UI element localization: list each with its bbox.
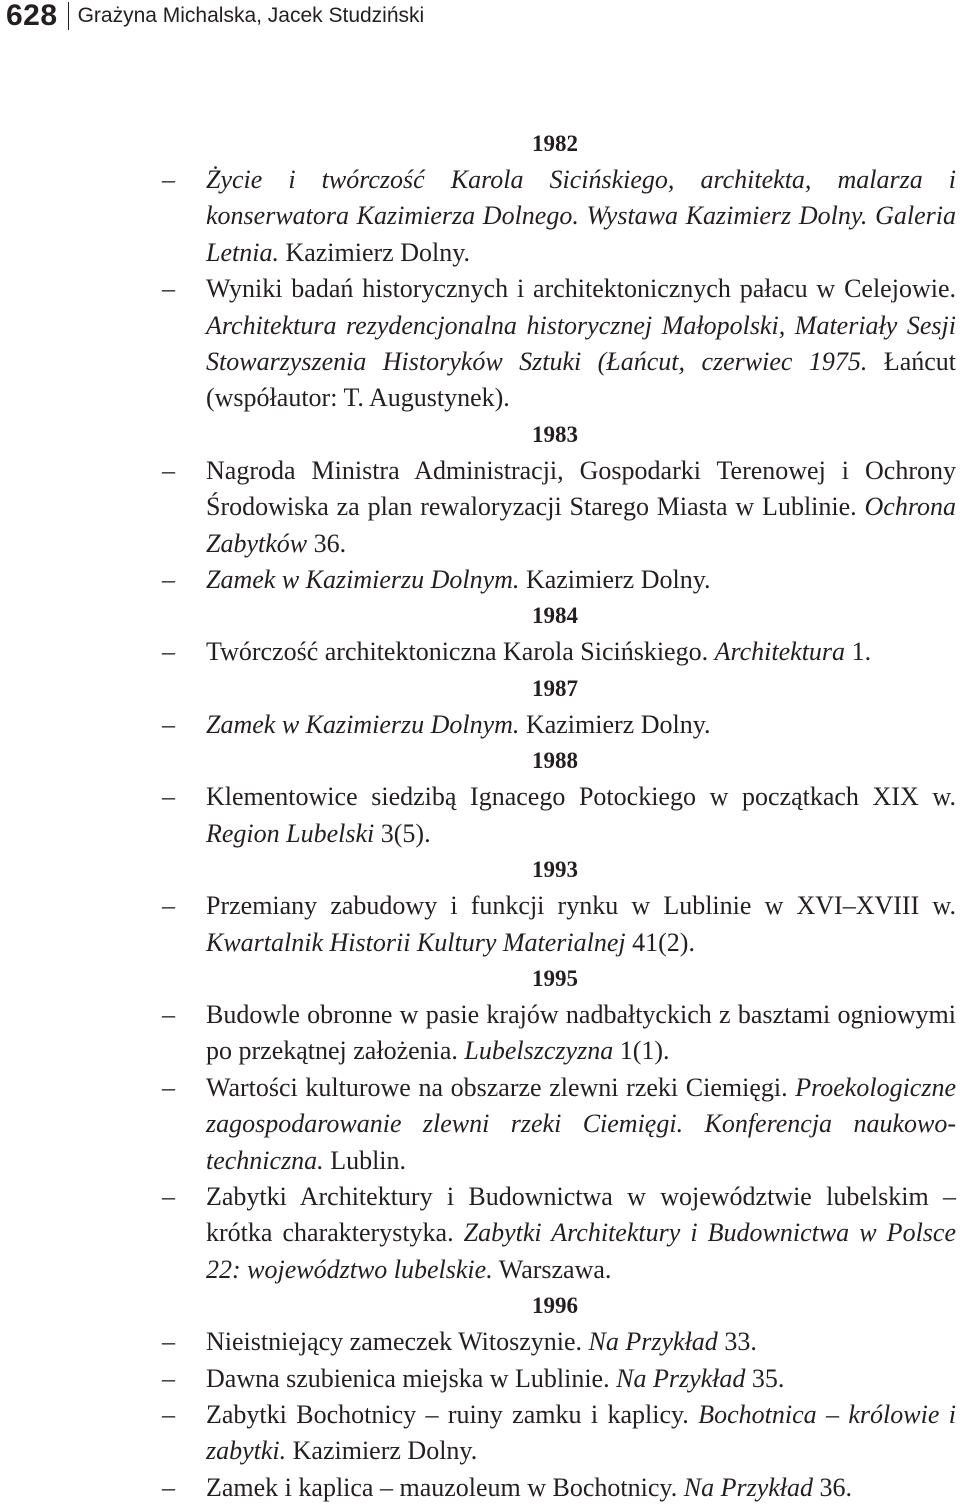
entry-dash: – bbox=[162, 565, 175, 595]
entry-text: Kazimierz Dolny. bbox=[286, 1436, 478, 1466]
entry-text: Kazimierz Dolny. bbox=[519, 565, 711, 595]
bibliography-entry bbox=[0, 1179, 960, 1288]
entry-dash: – bbox=[162, 1181, 175, 1211]
bibliography-entry bbox=[0, 271, 960, 417]
entry-dash: – bbox=[162, 1399, 175, 1429]
entry-title-italic: Ochrona Zabytków bbox=[206, 492, 956, 558]
entry-text: Zabytki Bochotnicy – ruiny zamku i kaplicy. bbox=[206, 1399, 699, 1429]
year-heading: 1993 bbox=[532, 857, 578, 883]
entry-text: 1(1). bbox=[613, 1036, 670, 1066]
year-heading: 1995 bbox=[532, 965, 578, 991]
entry-text: Kazimierz Dolny. bbox=[519, 709, 711, 739]
entry-text: Przemiany zabudowy i funkcji rynku w Lublinie w XVI–XVIII w. bbox=[206, 891, 956, 921]
bibliography-entry bbox=[0, 1361, 960, 1397]
entry-dash: – bbox=[162, 1072, 175, 1102]
entry-title-italic: Kwartalnik Historii Kultury Materialnej bbox=[206, 927, 626, 957]
entry-text: Wartości kulturowe na obszarze zlewni rzeki Ciemięgi. bbox=[206, 1072, 796, 1102]
bibliography-entry bbox=[0, 453, 960, 562]
header-authors: Grażyna Michalska, Jacek Studziński bbox=[77, 4, 425, 27]
entry-dash: – bbox=[162, 274, 175, 304]
entry-text: 36. bbox=[307, 528, 347, 558]
bibliography-list bbox=[0, 126, 960, 1506]
entry-text: Nagroda Ministra Administracji, Gospodarki Terenowej i Ochrony Środowiska za plan rewaloryzacji Starego Miasta w Lublinie. bbox=[206, 455, 956, 522]
running-header bbox=[6, 0, 424, 32]
bibliography-entry bbox=[0, 1397, 960, 1470]
bibliography-entry bbox=[0, 1070, 960, 1179]
entry-dash: – bbox=[162, 455, 175, 485]
entry-text: Klementowice siedzibą Ignacego Potockiego w początkach XIX w. bbox=[206, 782, 956, 812]
header-divider bbox=[68, 2, 69, 30]
bibliography-entry bbox=[0, 707, 960, 743]
entry-text: 41(2). bbox=[625, 927, 695, 957]
entry-title-italic: Lubelszczyzna bbox=[464, 1036, 614, 1066]
year-heading: 1987 bbox=[532, 675, 578, 701]
bibliography-entry bbox=[0, 634, 960, 670]
entry-title-italic: Na Przykład bbox=[588, 1327, 718, 1357]
year-heading: 1984 bbox=[532, 603, 578, 629]
entry-dash: – bbox=[162, 709, 175, 739]
bibliography-entry bbox=[0, 1324, 960, 1360]
entry-text: Zamek i kaplica – mauzoleum w Bochotnicy. bbox=[206, 1472, 684, 1502]
bibliography-entry bbox=[0, 997, 960, 1070]
entry-text: Kazimierz Dolny. bbox=[278, 237, 471, 267]
entry-dash: – bbox=[162, 999, 175, 1029]
entry-dash: – bbox=[162, 891, 175, 921]
entry-text: Łańcut (współautor: T. Augustynek). bbox=[206, 347, 956, 413]
entry-text: 35. bbox=[745, 1363, 785, 1393]
bibliography-entry bbox=[0, 779, 960, 852]
entry-dash: – bbox=[162, 165, 175, 194]
entry-dash: – bbox=[162, 1472, 175, 1502]
entry-title-italic: Architektura rezydencjonalna historycznej Małopolski, Materiały Sesji Stowarzyszenia Historyków Sztuki (Łańcut, czerwiec 1975. bbox=[206, 310, 956, 377]
year-heading: 1996 bbox=[532, 1293, 578, 1319]
year-heading: 1983 bbox=[532, 421, 578, 447]
year-heading: 1988 bbox=[532, 748, 578, 774]
entry-title-italic: Bochotnica – królowie i zabytki. bbox=[206, 1399, 956, 1466]
page-number: 628 bbox=[6, 0, 58, 32]
entry-title-italic: Na Przykład bbox=[683, 1472, 813, 1502]
bibliography-entry bbox=[0, 888, 960, 961]
entry-dash: – bbox=[162, 637, 175, 667]
entry-text: Lublin. bbox=[323, 1145, 407, 1175]
entry-title-italic: Proekologiczne zagospodarowanie zlewni rzeki Ciemięgi. Konferencja naukowo-techniczna. bbox=[206, 1072, 956, 1175]
entry-text: 3(5). bbox=[374, 818, 431, 848]
entry-title-italic: Życie i twórczość Karola Sicińskiego, architekta, malarza i konserwatora Kazimierza Dolnego. Wystawa Kazimierz Dolny. Galeria Letnia. bbox=[206, 165, 956, 267]
entry-title-italic: Zamek w Kazimierzu Dolnym. bbox=[206, 565, 520, 595]
entry-text: Nieistniejący zameczek Witoszynie. bbox=[206, 1327, 589, 1357]
entry-text: 33. bbox=[717, 1327, 757, 1357]
entry-text: Zabytki Architektury i Budownictwa w województwie lubelskim – krótka charakterystyka. bbox=[206, 1181, 956, 1248]
entry-text: Budowle obronne w pasie krajów nadbałtyckich z basztami ogniowymi po przekątnej założenia. bbox=[206, 999, 956, 1066]
bibliography-entry bbox=[0, 562, 960, 598]
entry-text: Twórczość architektoniczna Karola Sicińskiego. bbox=[206, 637, 715, 667]
entry-title-italic: Na Przykład bbox=[616, 1363, 746, 1393]
entry-title-italic: Region Lubelski bbox=[206, 818, 375, 848]
entry-title-italic: Zamek w Kazimierzu Dolnym. bbox=[206, 709, 520, 739]
entry-text: Warszawa. bbox=[492, 1254, 612, 1284]
entry-dash: – bbox=[162, 1327, 175, 1357]
year-heading: 1982 bbox=[532, 131, 578, 156]
entry-text: 1. bbox=[845, 637, 872, 667]
entry-text: Wyniki badań historycznych i architektonicznych pałacu w Celejowie. bbox=[206, 274, 956, 304]
entry-dash: – bbox=[162, 1363, 175, 1393]
entry-text: 36. bbox=[813, 1472, 852, 1502]
entry-title-italic: Zabytki Architektury i Budownictwa w Polsce 22: województwo lubelskie. bbox=[206, 1218, 956, 1284]
entry-dash: – bbox=[162, 782, 175, 812]
bibliography-entry bbox=[0, 162, 960, 271]
entry-text: Dawna szubienica miejska w Lublinie. bbox=[206, 1363, 617, 1393]
bibliography-entry bbox=[0, 1470, 960, 1506]
entry-title-italic: Architektura bbox=[714, 637, 846, 667]
